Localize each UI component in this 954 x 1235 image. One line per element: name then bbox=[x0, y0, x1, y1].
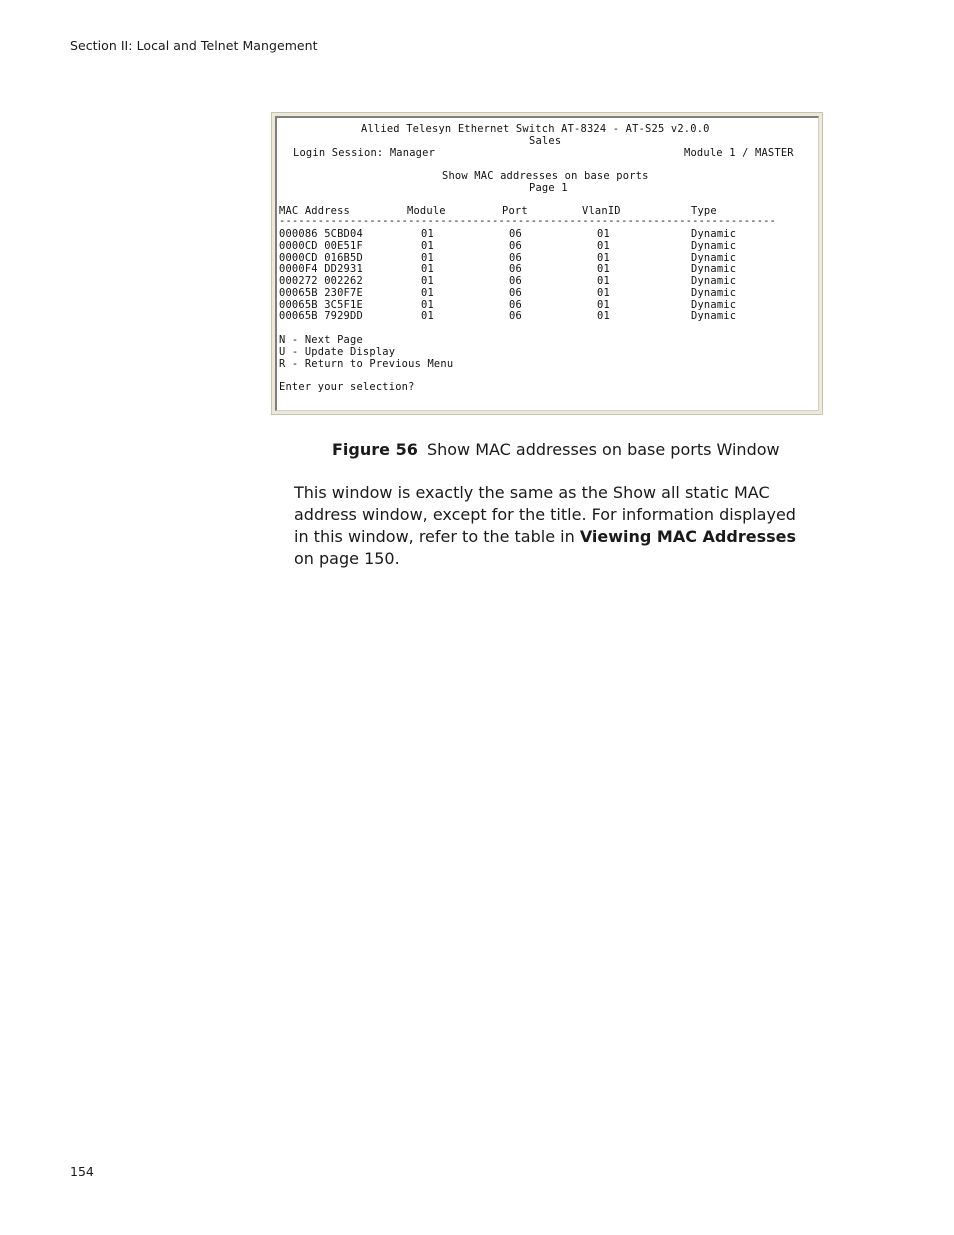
type-cell: Dynamic bbox=[691, 240, 737, 252]
page-number: 154 bbox=[70, 1164, 94, 1179]
terminal-module-info: Module 1 / MASTER bbox=[684, 147, 794, 159]
port-cell: 06 bbox=[509, 275, 522, 287]
figure-number: Figure 56 bbox=[332, 440, 418, 459]
mac-address-cell: 00065B 3C5F1E bbox=[279, 299, 363, 311]
column-header-vlanid: VlanID bbox=[582, 205, 621, 217]
cross-reference-link[interactable]: Viewing MAC Addresses bbox=[579, 527, 796, 546]
module-cell: 01 bbox=[421, 240, 434, 252]
type-cell: Dynamic bbox=[691, 287, 737, 299]
terminal-login-session: Login Session: Manager bbox=[293, 147, 436, 159]
running-header: Section II: Local and Telnet Mangement bbox=[70, 38, 318, 53]
type-cell: Dynamic bbox=[691, 299, 737, 311]
mac-address-cell: 0000CD 00E51F bbox=[279, 240, 363, 252]
terminal-window-screenshot bbox=[271, 112, 823, 415]
terminal-screen-title: Show MAC addresses on base ports bbox=[442, 170, 649, 182]
mac-address-cell: 00065B 7929DD bbox=[279, 310, 363, 322]
type-cell: Dynamic bbox=[691, 263, 737, 275]
figure-caption bbox=[332, 440, 780, 459]
vlanid-cell: 01 bbox=[597, 310, 610, 322]
body-text-after-link: on page 150. bbox=[294, 549, 400, 568]
port-cell: 06 bbox=[509, 228, 522, 240]
type-cell: Dynamic bbox=[691, 310, 737, 322]
menu-option-next-page: N - Next Page bbox=[279, 334, 363, 346]
terminal-page-label: Page 1 bbox=[529, 182, 568, 194]
module-cell: 01 bbox=[421, 287, 434, 299]
vlanid-cell: 01 bbox=[597, 252, 610, 264]
module-cell: 01 bbox=[421, 263, 434, 275]
module-cell: 01 bbox=[421, 299, 434, 311]
vlanid-cell: 01 bbox=[597, 240, 610, 252]
body-text-before-link: This window is exactly the same as the Show all static MAC address window, except for the title. For information displayed in this window, refer to the table in bbox=[294, 483, 796, 546]
port-cell: 06 bbox=[509, 310, 522, 322]
module-cell: 01 bbox=[421, 252, 434, 264]
terminal-screen bbox=[275, 116, 819, 411]
column-header-module: Module bbox=[407, 205, 446, 217]
figure-caption-text: Show MAC addresses on base ports Window bbox=[426, 440, 780, 459]
menu-option-update-display: U - Update Display bbox=[279, 346, 396, 358]
mac-address-cell: 0000CD 016B5D bbox=[279, 252, 363, 264]
vlanid-cell: 01 bbox=[597, 228, 610, 240]
body-paragraph bbox=[294, 482, 814, 570]
vlanid-cell: 01 bbox=[597, 287, 610, 299]
column-header-type: Type bbox=[691, 205, 717, 217]
mac-address-cell: 0000F4 DD2931 bbox=[279, 263, 363, 275]
port-cell: 06 bbox=[509, 252, 522, 264]
module-cell: 01 bbox=[421, 310, 434, 322]
port-cell: 06 bbox=[509, 263, 522, 275]
column-header-mac-address: MAC Address bbox=[279, 205, 351, 217]
type-cell: Dynamic bbox=[691, 252, 737, 264]
mac-address-cell: 000086 5CBD04 bbox=[279, 228, 363, 240]
vlanid-cell: 01 bbox=[597, 299, 610, 311]
column-header-port: Port bbox=[502, 205, 528, 217]
table-separator: ----------------------------------------------------------------------------- bbox=[279, 215, 777, 227]
mac-address-cell: 000272 002262 bbox=[279, 275, 363, 287]
mac-address-cell: 00065B 230F7E bbox=[279, 287, 363, 299]
terminal-system-name: Sales bbox=[529, 135, 562, 147]
type-cell: Dynamic bbox=[691, 228, 737, 240]
module-cell: 01 bbox=[421, 228, 434, 240]
type-cell: Dynamic bbox=[691, 275, 737, 287]
menu-option-return: R - Return to Previous Menu bbox=[279, 358, 454, 370]
vlanid-cell: 01 bbox=[597, 263, 610, 275]
selection-prompt: Enter your selection? bbox=[279, 381, 415, 393]
module-cell: 01 bbox=[421, 275, 434, 287]
port-cell: 06 bbox=[509, 287, 522, 299]
vlanid-cell: 01 bbox=[597, 275, 610, 287]
port-cell: 06 bbox=[509, 299, 522, 311]
terminal-title-line: Allied Telesyn Ethernet Switch AT-8324 - AT-S25 v2.0.0 bbox=[361, 123, 710, 135]
port-cell: 06 bbox=[509, 240, 522, 252]
